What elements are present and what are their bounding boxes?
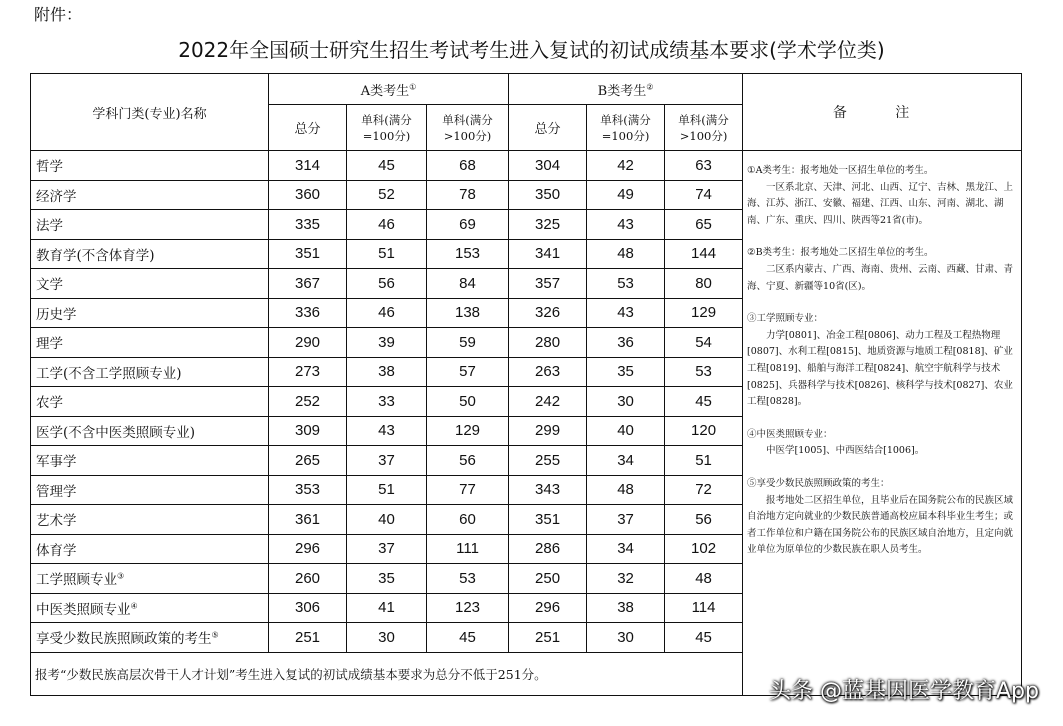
score-cell-b-s1: 36 (587, 328, 665, 358)
score-cell-b-total: 286 (509, 534, 587, 564)
score-cell-a-total: 360 (269, 180, 347, 210)
score-cell-b-total: 325 (509, 210, 587, 240)
score-cell-b-total: 296 (509, 593, 587, 623)
score-cell-a-s2: 45 (427, 623, 509, 653)
score-cell-a-s1: 38 (347, 357, 427, 387)
score-cell-b-s2: 63 (665, 151, 743, 181)
watermark: 头条 @蓝基因医学教育App (769, 679, 1039, 704)
score-cell-b-s2: 74 (665, 180, 743, 210)
score-cell-a-total: 314 (269, 151, 347, 181)
score-cell-b-total: 250 (509, 564, 587, 594)
score-cell-b-s1: 49 (587, 180, 665, 210)
score-cell-b-s2: 56 (665, 505, 743, 535)
score-cell-b-s1: 34 (587, 446, 665, 476)
score-cell-a-s1: 46 (347, 210, 427, 240)
b-singlegt100-header: 单科(满分 >100分) (665, 105, 743, 151)
score-cell-a-total: 251 (269, 623, 347, 653)
score-cell-a-s2: 78 (427, 180, 509, 210)
score-cell-b-s2: 65 (665, 210, 743, 240)
score-cell-b-s1: 53 (587, 269, 665, 299)
score-cell-b-s1: 30 (587, 623, 665, 653)
score-cell-a-total: 353 (269, 475, 347, 505)
score-cell-a-s2: 138 (427, 298, 509, 328)
score-cell-a-s2: 77 (427, 475, 509, 505)
score-cell-b-s2: 72 (665, 475, 743, 505)
score-cell-b-s2: 53 (665, 357, 743, 387)
score-table (30, 73, 1022, 696)
score-cell-b-s2: 120 (665, 416, 743, 446)
score-cell-a-s2: 57 (427, 357, 509, 387)
table-row (31, 151, 1022, 181)
subject-cell: 理学 (31, 328, 269, 358)
score-cell-a-s2: 153 (427, 239, 509, 269)
subject-cell: 艺术学 (31, 505, 269, 535)
subject-header: 学科门类(专业)名称 (31, 74, 269, 151)
remarks-header: 备 注 (743, 74, 1022, 151)
subject-cell: 军事学 (31, 446, 269, 476)
subject-cell: 工学(不含工学照顾专业) (31, 357, 269, 387)
score-cell-a-s2: 111 (427, 534, 509, 564)
b-total-header: 总分 (509, 105, 587, 151)
score-cell-a-s2: 84 (427, 269, 509, 299)
score-cell-b-total: 350 (509, 180, 587, 210)
table-footnote: 报考“少数民族高层次骨干人才计划”考生进入复试的初试成绩基本要求为总分不低于251分。 (31, 652, 743, 695)
score-cell-b-s2: 129 (665, 298, 743, 328)
score-cell-b-s2: 80 (665, 269, 743, 299)
score-cell-b-s1: 30 (587, 387, 665, 417)
score-cell-b-s1: 35 (587, 357, 665, 387)
a-total-header: 总分 (269, 105, 347, 151)
score-cell-b-s2: 144 (665, 239, 743, 269)
score-cell-b-s1: 43 (587, 298, 665, 328)
score-cell-b-total: 251 (509, 623, 587, 653)
subject-cell: 体育学 (31, 534, 269, 564)
score-cell-a-s1: 46 (347, 298, 427, 328)
score-cell-a-s1: 51 (347, 475, 427, 505)
a-singlegt100-header: 单科(满分 >100分) (427, 105, 509, 151)
subject-cell: 经济学 (31, 180, 269, 210)
score-cell-a-total: 290 (269, 328, 347, 358)
score-cell-a-s1: 56 (347, 269, 427, 299)
score-cell-a-total: 361 (269, 505, 347, 535)
score-cell-b-s1: 38 (587, 593, 665, 623)
score-cell-a-total: 265 (269, 446, 347, 476)
score-cell-b-s2: 45 (665, 623, 743, 653)
score-cell-a-total: 260 (269, 564, 347, 594)
score-cell-b-total: 351 (509, 505, 587, 535)
score-cell-a-s1: 43 (347, 416, 427, 446)
score-cell-b-total: 357 (509, 269, 587, 299)
score-cell-a-s2: 69 (427, 210, 509, 240)
score-cell-a-total: 335 (269, 210, 347, 240)
score-cell-a-s2: 50 (427, 387, 509, 417)
score-cell-a-s2: 56 (427, 446, 509, 476)
subject-cell: 哲学 (31, 151, 269, 181)
group-b-header: B类考生② (509, 74, 743, 105)
remark-note: ⑤享受少数民族照顾政策的考生： 报考地处二区招生单位，且毕业后在国务院公布的民族区域自治地方定向就业的少数民族普通高校应届本科毕业生考生；或者工作单位和户籍在国务院公布的民族区域自治地方，且定向就业单位为原单位的少数民族在职人员考生。 (747, 477, 1014, 556)
subject-cell: 农学 (31, 387, 269, 417)
group-a-header: A类考生① (269, 74, 509, 105)
remark-note: ④中医类照顾专业： 中医学[1005]、中西医结合[1006]。 (747, 428, 925, 457)
subject-cell: 工学照顾专业③ (31, 564, 269, 594)
score-cell-a-total: 252 (269, 387, 347, 417)
score-cell-b-s1: 48 (587, 475, 665, 505)
score-cell-b-s2: 102 (665, 534, 743, 564)
score-cell-b-total: 304 (509, 151, 587, 181)
score-cell-b-s1: 37 (587, 505, 665, 535)
score-cell-a-total: 309 (269, 416, 347, 446)
page-title: 2022年全国硕士研究生招生考试考生进入复试的初试成绩基本要求(学术学位类) (178, 38, 885, 62)
subject-cell: 管理学 (31, 475, 269, 505)
score-cell-a-s1: 30 (347, 623, 427, 653)
score-cell-b-total: 280 (509, 328, 587, 358)
score-cell-a-s1: 37 (347, 534, 427, 564)
score-cell-b-s2: 54 (665, 328, 743, 358)
score-cell-a-total: 296 (269, 534, 347, 564)
a-single100-header: 单科(满分 =100分) (347, 105, 427, 151)
score-cell-b-total: 242 (509, 387, 587, 417)
score-cell-b-total: 299 (509, 416, 587, 446)
score-cell-b-s1: 48 (587, 239, 665, 269)
score-cell-a-s2: 53 (427, 564, 509, 594)
score-cell-a-total: 336 (269, 298, 347, 328)
score-cell-b-s2: 45 (665, 387, 743, 417)
score-cell-a-s2: 59 (427, 328, 509, 358)
score-cell-b-s2: 51 (665, 446, 743, 476)
score-cell-a-s1: 35 (347, 564, 427, 594)
score-cell-a-s1: 52 (347, 180, 427, 210)
score-cell-a-total: 273 (269, 357, 347, 387)
score-cell-a-s1: 39 (347, 328, 427, 358)
score-cell-b-s2: 114 (665, 593, 743, 623)
score-cell-a-s1: 40 (347, 505, 427, 535)
score-cell-b-total: 341 (509, 239, 587, 269)
score-cell-b-s1: 34 (587, 534, 665, 564)
subject-cell: 中医类照顾专业④ (31, 593, 269, 623)
score-cell-a-total: 351 (269, 239, 347, 269)
score-cell-b-total: 326 (509, 298, 587, 328)
score-cell-b-total: 263 (509, 357, 587, 387)
score-cell-a-total: 367 (269, 269, 347, 299)
subject-cell: 享受少数民族照顾政策的考生⑤ (31, 623, 269, 653)
score-cell-b-s1: 42 (587, 151, 665, 181)
score-cell-a-s1: 41 (347, 593, 427, 623)
b-single100-header: 单科(满分 =100分) (587, 105, 665, 151)
score-cell-a-s2: 129 (427, 416, 509, 446)
remark-note: ①A类考生：报考地处一区招生单位的考生。 一区系北京、天津、河北、山西、辽宁、吉林、黑龙江、上海、江苏、浙江、安徽、福建、江西、山东、河南、湖北、湖南、广东、重庆、四川、陕西等21省(市)。 (747, 165, 1014, 226)
score-cell-a-s1: 45 (347, 151, 427, 181)
score-cell-b-s1: 43 (587, 210, 665, 240)
score-cell-a-s2: 60 (427, 505, 509, 535)
score-cell-a-s2: 123 (427, 593, 509, 623)
remark-note: ②B类考生：报考地处二区招生单位的考生。 二区系内蒙古、广西、海南、贵州、云南、西藏、甘肃、青海、宁夏、新疆等10省(区)。 (747, 247, 1014, 292)
score-cell-b-s1: 32 (587, 564, 665, 594)
score-cell-a-s1: 51 (347, 239, 427, 269)
score-cell-b-s2: 48 (665, 564, 743, 594)
score-cell-b-total: 255 (509, 446, 587, 476)
score-cell-a-total: 306 (269, 593, 347, 623)
subject-cell: 教育学(不含体育学) (31, 239, 269, 269)
score-cell-b-total: 343 (509, 475, 587, 505)
score-cell-a-s2: 68 (427, 151, 509, 181)
attachment-label: 附件： (34, 5, 83, 24)
subject-cell: 文学 (31, 269, 269, 299)
score-cell-a-s1: 33 (347, 387, 427, 417)
remarks-cell (743, 151, 1022, 696)
subject-cell: 医学(不含中医类照顾专业) (31, 416, 269, 446)
remark-note: ③工学照顾专业： 力学[0801]、冶金工程[0806]、动力工程及工程热物理[0807]、水利工程[0815]、地质资源与地质工程[0818]、矿业工程[0819]、船舶与海洋工程[0824]、航空宇航科学与技术[0825]、兵器科学与技术[0826]、核科学与技术[0827]、农业工程[0828]。 (747, 313, 1013, 408)
subject-cell: 历史学 (31, 298, 269, 328)
score-cell-a-s1: 37 (347, 446, 427, 476)
subject-cell: 法学 (31, 210, 269, 240)
score-cell-b-s1: 40 (587, 416, 665, 446)
